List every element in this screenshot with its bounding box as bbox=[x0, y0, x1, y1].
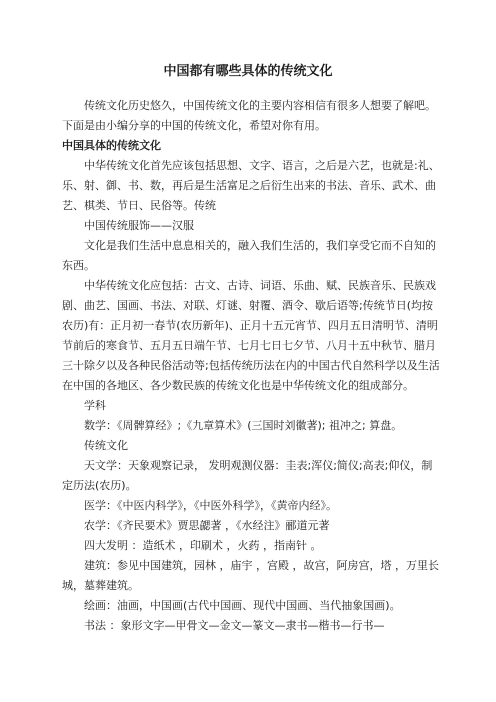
line-astronomy: 天文学：天象观察记录， 发明观测仪器：圭表;浑仪;简仪;高表;仰仪，制定历法(农历)。 bbox=[62, 459, 433, 492]
page-title: 中国都有哪些具体的传统文化 bbox=[163, 64, 333, 79]
intro-paragraph: 传统文化历史悠久，中国传统文化的主要内容相信有很多人想要了解吧。下面是由小编分享的中国的传统文化，希望对你有用。 bbox=[62, 99, 436, 132]
subheading-clothing: 中国传统服饰——汉服 bbox=[84, 219, 194, 232]
line-medicine: 医学：《中医内科学》，《中医外科学》，《黄帝内经》。 bbox=[84, 499, 337, 512]
subheading-culture: 传统文化 bbox=[84, 439, 128, 452]
paragraph-3: 中华传统文化应包括：古文、古诗、词语、乐曲、赋、民族音乐、民族戏剧、曲艺、国画、书法、对联、灯谜、射覆、酒令、歇后语等;传统节日(均按农历)有：正月初一春节(农历新年)、正月十五元宵节、四月五日清明节、清明节前后的寒食节、五月五日端午节、七月七日七夕节、八月十五中秋节、腊月三十除夕以及各种民俗活动等;包括传统历法在内的中国古代自然科学以及生活在中国的各地区、各少数民族的传统文化也是中华传统文化的组成部分。 bbox=[62, 279, 440, 392]
line-inventions: 四大发明 ：造纸术 ，印刷术 ，火药 ，指南针 。 bbox=[84, 539, 322, 552]
document-body bbox=[62, 96, 442, 636]
line-agriculture: 农学：《齐民要术》贾思勰著 ，《水经注》郦道元著 bbox=[84, 519, 330, 532]
paragraph-1: 中华传统文化首先应该包括思想、文字、语言，之后是六艺，也就是:礼、乐、射、御、书、数，再后是生活富足之后衍生出来的书法、音乐、武术、曲艺、棋类、节日、民俗等。传统 bbox=[62, 159, 440, 212]
paragraph-2: 文化是我们生活中息息相关的，融入我们生活的，我们享受它而不自知的东西。 bbox=[62, 239, 436, 272]
section-heading: 中国具体的传统文化 bbox=[62, 139, 161, 152]
line-math: 数学：《周髀算经》;《九章算术》(三国时刘徽著); 祖冲之; 算盘。 bbox=[84, 419, 403, 432]
line-painting: 绘画：油画，中国画(古代中国画、现代中国画、当代抽象国画)。 bbox=[84, 599, 401, 612]
line-architecture: 建筑：参见中国建筑，园林 ，庙宇 ，宫殿 ，故宫，阿房宫，塔 ，万里长城，墓葬建筑。 bbox=[62, 559, 439, 592]
subheading-science: 学科 bbox=[84, 399, 106, 412]
line-calligraphy: 书法 ：象形文字—甲骨文—金文—篆文—隶书—楷书—行书— bbox=[84, 619, 385, 632]
